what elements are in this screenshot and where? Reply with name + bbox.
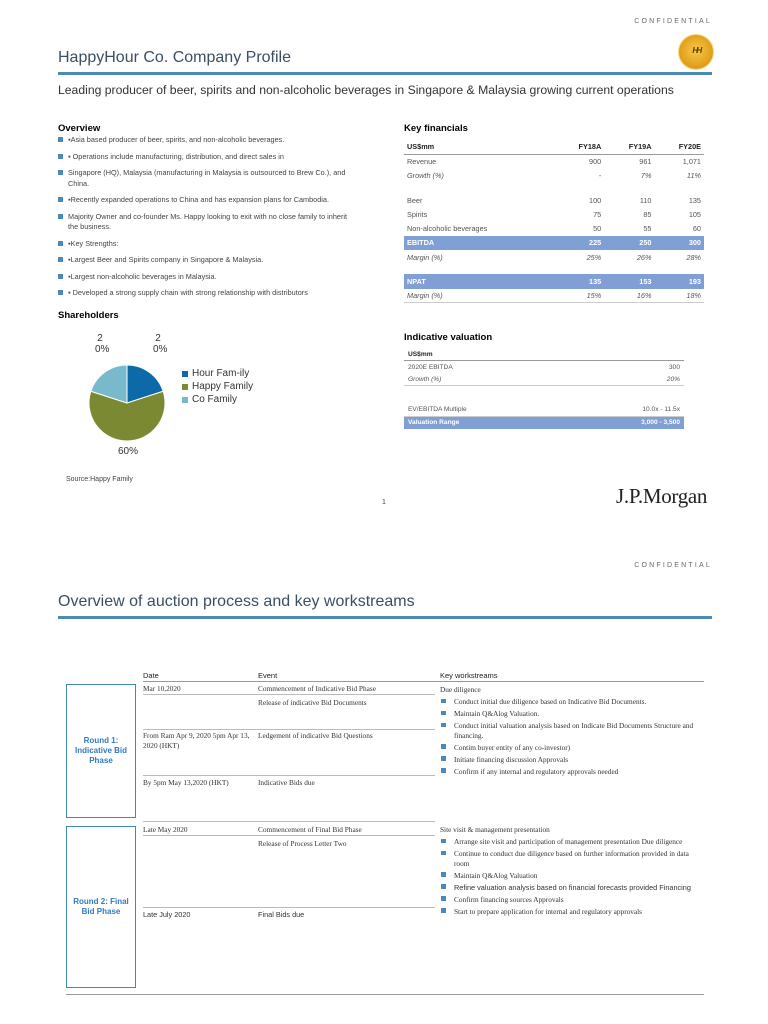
financials-col-header: FY20E (654, 140, 704, 154)
financials-cell: 225 (554, 236, 604, 250)
valuation-value: 3,000 - 3,500 (568, 416, 684, 429)
financials-cell: 50 (593, 224, 602, 234)
valuation-value: 10.0x - 11.5x (568, 404, 684, 417)
financials-cell: 16% (604, 289, 654, 303)
logo-mark-icon: ᴴᴴ (692, 45, 700, 59)
financials-row-label (404, 264, 554, 274)
legend-swatch (182, 371, 188, 377)
round1-event-1: Commencement of Indicative Bid Phase (258, 684, 376, 693)
financials-row-label: Margin (%) (407, 252, 443, 262)
legend-swatch (182, 384, 188, 390)
overview-item: ▪ Operations include manufacturing, distribution, and direct sales in (58, 152, 348, 163)
financials-row-label: Margin (%) (404, 289, 554, 303)
pie-label-right: 20% (153, 333, 168, 355)
financials-cell: 28% (686, 252, 701, 262)
financials-row (404, 274, 704, 288)
workstream-item: Conduct initial valuation analysis based on Indicate Bid Documents Structure and financing. (440, 721, 705, 740)
valuation-label: Valuation Range (404, 416, 568, 429)
financials-cell: 18% (654, 289, 704, 303)
round2-workstreams (440, 837, 705, 919)
financials-cell: 7% (640, 171, 652, 181)
financials-cell: 135 (554, 274, 604, 288)
financials-cell: 26% (636, 252, 652, 262)
round1-event-3: Ledgement of indicative Bid Questions (258, 731, 373, 740)
workstreams-header: Key workstreams (440, 671, 498, 680)
round2-divider-a (143, 821, 435, 822)
overview-list (58, 135, 348, 305)
date-header: Date (143, 671, 159, 680)
financials-row (404, 193, 704, 207)
shareholders-heading: Shareholders (58, 310, 119, 321)
round2-divider-b (143, 835, 435, 836)
overview-item: ▪Recently expanded operations to China and has expansion plans for Cambodia. (58, 195, 348, 206)
round1-workstream-title: Due diligence (440, 685, 481, 694)
financials-cell (604, 264, 654, 274)
financials-row (404, 169, 704, 183)
financials-cell: 153 (604, 274, 654, 288)
workstream-item: Contim buyer entity of any co-investor) (440, 743, 705, 753)
round2-workstream-title: Site visit & management presentation (440, 825, 550, 834)
confidential-label-2: CONFIDENTIAL (634, 562, 712, 569)
workstream-item: Confirm financing sources Approvals (440, 895, 705, 905)
valuation-label: Growth (%) (404, 373, 568, 386)
financials-cell: 25% (586, 252, 602, 262)
round1-event-4: Indicative Bids due (258, 778, 315, 787)
valuation-label: 2020E EBITDA (408, 363, 453, 371)
legend-label: Happy Family (192, 381, 254, 392)
page-number: 1 (382, 499, 386, 506)
financials-cell: 250 (604, 236, 654, 250)
financials-row (404, 183, 704, 193)
workstream-item: Maintain Q&Alog Valuation (440, 871, 705, 881)
financials-row-label: Revenue (407, 157, 437, 167)
overview-item: ▪ Developed a strong supply chain with strong relationship with distributors (58, 288, 348, 299)
legend-item (182, 368, 254, 380)
legend-item (182, 381, 254, 393)
financials-cell: 60 (692, 224, 701, 234)
slide2-title: Overview of auction process and key workstreams (58, 593, 415, 610)
financials-heading: Key financials (404, 123, 468, 134)
financials-cell: 110 (639, 195, 652, 205)
financials-cell: 135 (688, 195, 701, 205)
financials-cell: 961 (639, 157, 652, 167)
financials-col-header: US$mm (404, 140, 554, 154)
legend-label: Hour Fam-ily (192, 368, 250, 379)
source-note: Source:Happy Family (66, 476, 133, 483)
valuation-label: EV/EBITDA Multiple (404, 404, 568, 417)
financials-cell (604, 183, 654, 193)
legend-swatch (182, 397, 188, 403)
legend-label: Co Family (192, 394, 238, 405)
financials-cell (554, 264, 604, 274)
round1-date-3: By 5pm May 13,2020 (HKT) (143, 778, 229, 787)
financials-cell: 1,071 (682, 157, 701, 167)
valuation-value: 20% (568, 373, 684, 386)
page-title: HappyHour Co. Company Profile (58, 49, 291, 66)
financials-cell: 85 (643, 209, 652, 219)
valuation-header: US$mm (404, 348, 684, 361)
round2-event-1: Commencement of Final Bid Phase (258, 825, 362, 834)
financials-cell: 300 (654, 236, 704, 250)
financials-cell: 105 (688, 209, 701, 219)
overview-item: ▪Largest non-alcoholic beverages in Malaysia. (58, 272, 348, 283)
valuation-table (404, 348, 684, 429)
financials-row-label: Non-alcoholic beverages (407, 224, 488, 234)
round2-date-2: Late July 2020 (143, 910, 191, 919)
financials-cell: 75 (593, 209, 602, 219)
round2-event-2: Release of Process Letter Two (258, 839, 347, 848)
financials-cell (654, 264, 704, 274)
table-bottom-rule (66, 994, 704, 995)
financials-cell: 55 (643, 224, 652, 234)
overview-item: ▪Largest Beer and Spirits company in Singapore & Malaysia. (58, 255, 348, 266)
round1-divider-b (143, 729, 435, 730)
workstream-item: Maintain Q&Alog Valuation. (440, 709, 705, 719)
financials-col-header: FY18A (554, 140, 604, 154)
jpmorgan-logo: J.P.Morgan (616, 484, 708, 508)
round1-event-2: Release of indicative Bid Documents (258, 698, 367, 707)
financials-cell (654, 183, 704, 193)
subtitle: Leading producer of beer, spirits and non-alcoholic beverages in Singapore & Malaysia growing current operations (58, 83, 674, 97)
workstream-item: Conduct initial due diligence based on Indicative Bid Documents. (440, 697, 705, 707)
workstream-item: Initiate financing discussion Approvals (440, 755, 705, 765)
header-rule (143, 681, 704, 682)
financials-row (404, 236, 704, 250)
workstream-item: Confirm if any internal and regulatory approvals needed (440, 767, 705, 777)
round1-date-2: From Ram Apr 9, 2020 5pm Apr 13, 2020 (HKT) (143, 731, 250, 750)
workstream-item: Refine valuation analysis based on financial forecasts provided Financing (440, 883, 705, 893)
workstream-item: Arrange site visit and participation of management presentation Due diligence (440, 837, 705, 847)
round1-workstreams (440, 697, 705, 779)
valuation-row (404, 416, 684, 429)
round2-event-3: Final Bids due (258, 910, 305, 919)
confidential-label: CONFIDENTIAL (634, 18, 712, 25)
financials-cell: 11% (686, 171, 701, 181)
round1-divider-a (143, 694, 435, 695)
round1-label: Round 1: Indicative Bid Phase (66, 684, 136, 818)
valuation-heading: Indicative valuation (404, 332, 493, 343)
workstream-item: Start to prepare application for internal and regulatory approvals (440, 907, 705, 917)
overview-item: Singapore (HQ), Malaysia (manufacturing in Malaysia is outsourced to Brew Co.), and China. (58, 168, 348, 189)
financials-cell: 15% (554, 289, 604, 303)
overview-item: ▪Asia based producer of beer, spirits, and non-alcoholic beverages. (58, 135, 348, 146)
valuation-label (404, 386, 568, 404)
financials-cell: 193 (654, 274, 704, 288)
financials-row (404, 289, 704, 303)
slide2-title-rule (58, 616, 712, 619)
financials-row (404, 250, 704, 264)
valuation-row (404, 386, 684, 404)
financials-row-label: Spirits (407, 209, 428, 219)
valuation-value (568, 386, 684, 404)
financials-cell (554, 183, 604, 193)
overview-heading: Overview (58, 123, 101, 134)
financials-row-label (404, 183, 554, 193)
valuation-row (404, 361, 684, 374)
round2-label: Round 2: Final Bid Phase (66, 826, 136, 988)
financials-row-label: Beer (407, 195, 423, 205)
round1-date-1: Mar 10,2020 (143, 684, 181, 693)
financials-row (404, 154, 704, 168)
pie-legend (182, 368, 254, 407)
legend-item (182, 394, 254, 406)
financials-header-row (404, 140, 704, 154)
financials-cell: 900 (589, 157, 602, 167)
financials-row-label: Growth (%) (407, 171, 444, 181)
round2-date-1: Late May 2020 (143, 825, 188, 834)
financials-table (404, 140, 704, 303)
financials-cell: - (598, 171, 602, 181)
event-header: Event (258, 671, 278, 680)
title-rule (58, 72, 712, 75)
pie-label-bottom: 60% (117, 446, 138, 457)
workstream-item: Continue to conduct due diligence based on further information provided in data room (440, 849, 705, 868)
valuation-row (404, 373, 684, 386)
company-logo (678, 34, 714, 70)
financials-cell: 100 (589, 195, 602, 205)
financials-row-label: NPAT (404, 274, 554, 288)
financials-row (404, 221, 704, 235)
financials-row-label: EBITDA (404, 236, 554, 250)
financials-col-header: FY19A (604, 140, 654, 154)
financials-row (404, 264, 704, 274)
round2-divider-c (143, 907, 435, 908)
valuation-row (404, 404, 684, 417)
pie-label-left: 20% (95, 333, 110, 355)
overview-item: ▪Key Strengths: (58, 239, 348, 250)
financials-row (404, 207, 704, 221)
round1-divider-c (143, 775, 435, 776)
overview-item: Majority Owner and co-founder Ms. Happy looking to exit with no close family to inherit the business. (58, 212, 348, 233)
valuation-value: 300 (668, 363, 680, 371)
